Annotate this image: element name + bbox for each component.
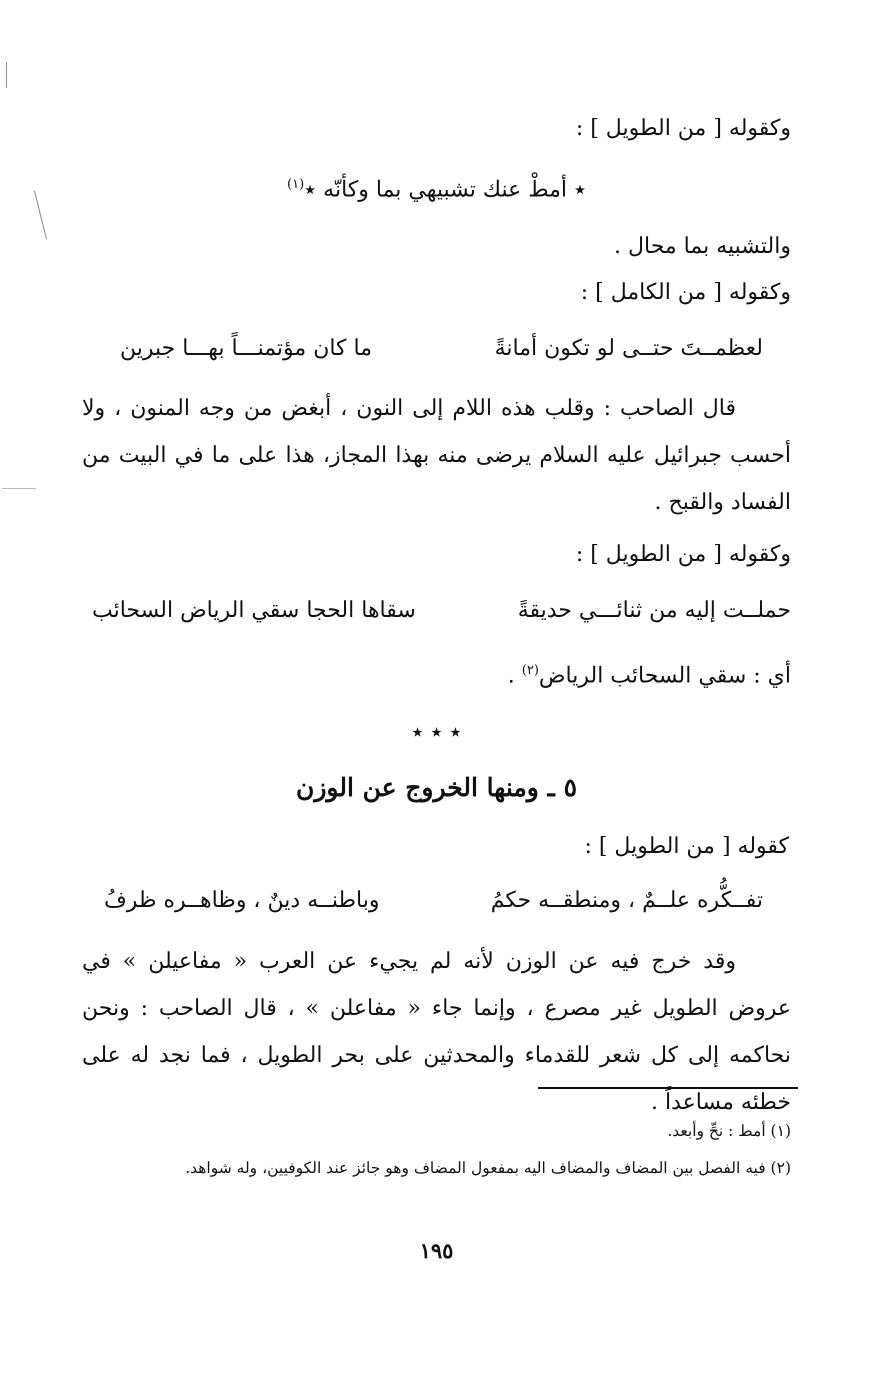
intro-line-3: وكقوله [ من الطويل ] : [575,542,791,567]
verse-2 [92,596,791,626]
intro-line-2: وكقوله [ من الكامل ] : [580,280,791,305]
footnote-ref-2: (٢) [521,663,539,678]
verse-2-second-hemistich: سقاها الحجا سقي الرياض السحائب [92,598,416,623]
verse-1 [120,334,763,364]
section-separator: ٭ ٭ ٭ [411,720,462,745]
scan-mark [2,488,36,489]
footnote-1: (١) أمط : نحِّ وأبعد. [667,1122,791,1140]
paragraph-1: قال الصاحب : وقلب هذه اللام إلى النون ، أبغض من وجه المنون ، ولا أحسب جبرائيل عليه السلام يرضى منه بهذا المجاز، هذا على ما في البيت من الفساد والقبح . [82,396,791,515]
page-number: ١٩٥ [419,1238,454,1263]
intro-line-4: كقوله [ من الطويل ] : [584,834,789,859]
verse-3 [104,886,763,916]
footnote-ref-1: (١) [287,177,305,192]
scan-mark [6,62,7,88]
paragraph-2: وقد خرج فيه عن الوزن لأنه لم يجيء عن العرب « مفاعيلن » في عروض الطويل غير مصرع ، وإنما جاء « مفاعلن » ، قال الصاحب : ونحن نحاكمه إلى كل شعر للقدماء والمحدثين على بحر الطويل ، فما نجد له على خطئه مساعداً . [82,949,791,1115]
verse-1-first-hemistich: لعظمــتَ حتــى لو تكون أمانةً [494,336,763,361]
explanation-text: أي : سقي السحائب الرياض [538,663,791,689]
verse-1-second-hemistich: ما كان مؤتمنـــاً بهـــا جبرين [120,336,373,361]
verse-3-first-hemistich: تفــكُّره علــمٌ ، ومنطقــه حكمُ [490,888,763,913]
explanation-line [508,656,791,691]
intro-line-1: وكقوله [ من الطويل ] : [575,116,791,141]
hemistich-line [0,170,873,205]
section-heading: ٥ ـ ومنها الخروج عن الوزن [296,773,577,802]
verse-3-second-hemistich: وباطنــه دينٌ ، وظاهــره ظرفُ [104,888,380,913]
footnote-divider [538,1087,798,1089]
explanation-end: . [507,663,522,689]
hemistich-text: ٭ أمطْ عنك تشبيهي بما وكأنّه ٭ [304,177,586,203]
footnote-2: (٢) فيه الفصل بين المضاف والمضاف اليه بمفعول المضاف وهو جائز عند الكوفيين، وله شواهد. [185,1159,791,1177]
comment-line: والتشبيه بما محال . [614,234,791,259]
verse-2-first-hemistich: حملــت إليه من ثنائـــي حديقةً [517,598,791,623]
